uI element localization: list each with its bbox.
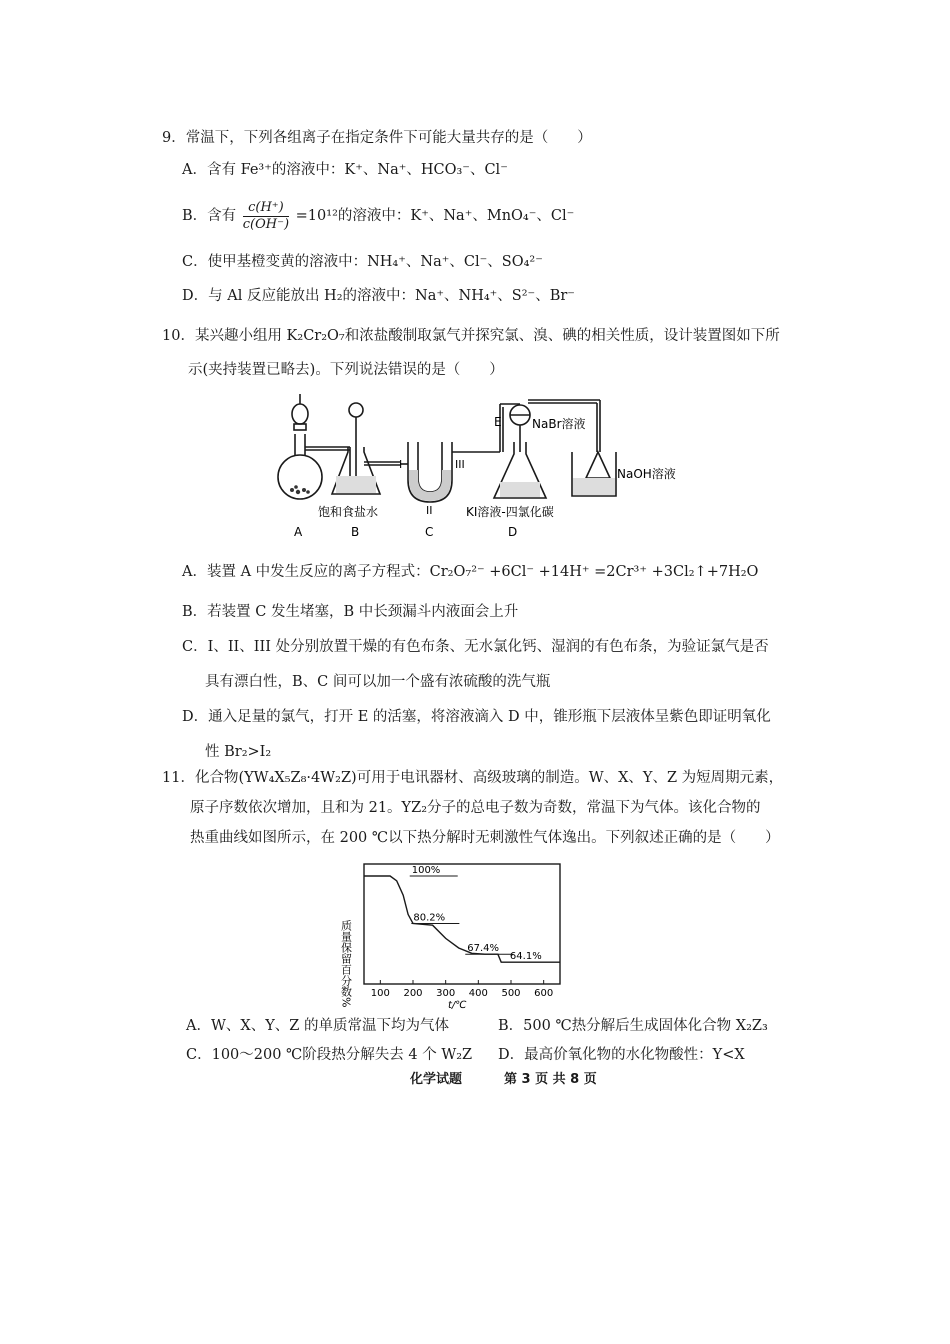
q10-option-c-line2: 具有漂白性，B、C 间可以加一个盛有浓硫酸的洗气瓶 [205, 674, 551, 690]
annotation-label: 64.1% [509, 951, 542, 963]
series-line [364, 876, 560, 962]
label-iii: III [455, 458, 465, 471]
q9-option-d: D．与 Al 反应能放出 H₂的溶液中：Na⁺、NH₄⁺、S²⁻、Br⁻ [182, 288, 575, 304]
x-tick-label: 200 [403, 988, 423, 999]
q10-option-d-line1: D．通入足量的氯气，打开 E 的活塞，将溶液滴入 D 中，锥形瓶下层液体呈紫色即证明氧化 [182, 709, 771, 725]
q10-option-a: A．装置 A 中发生反应的离子方程式：Cr₂O₇²⁻ +6Cl⁻ +14H⁺ =2Cr³⁺ +3Cl₂↑+7H₂O [182, 564, 759, 580]
annotation-label: 100% [411, 865, 441, 876]
x-tick-label: 100 [370, 988, 390, 999]
footer-page: 第 3 页 共 8 页 [504, 1072, 597, 1087]
x-axis-label: t/℃ [448, 1000, 467, 1011]
x-tick-label: 500 [501, 988, 521, 999]
q10-stem-line2: 示(夹持装置已略去)。下列说法错误的是（ ） [188, 362, 504, 378]
footer-subject: 化学试题 [410, 1072, 463, 1087]
label-e: E [494, 415, 502, 429]
q9-b-prefix: B．含有 [182, 208, 237, 224]
q9-stem: 9．常温下，下列各组离子在指定条件下可能大量共存的是（ ） [162, 130, 592, 146]
q9-b-suffix: =10¹²的溶液中：K⁺、Na⁺、MnO₄⁻、Cl⁻ [295, 208, 575, 224]
q9-b-denominator: c(OH⁻) [242, 216, 290, 232]
apparatus-diagram [270, 392, 690, 542]
q11-option-d: D．最高价氧化物的水化物酸性：Y<X [498, 1047, 745, 1063]
q11-stem-line3: 热重曲线如图所示，在 200 ℃以下热分解时无刺激性气体逸出。下列叙述正确的是（ ） [190, 830, 780, 846]
q9-option-a: A．含有 Fe³⁺的溶液中：K⁺、Na⁺、HCO₃⁻、Cl⁻ [182, 162, 508, 178]
label-d: D [508, 525, 518, 539]
plot-frame [364, 864, 560, 984]
q11-stem-line2: 原子序数依次增加，且和为 21。YZ₂分子的总电子数为奇数，常温下为气体。该化合物的 [190, 800, 761, 816]
y-axis-label: 质量保留百分数% [340, 920, 353, 1008]
label-ii: II [426, 504, 433, 517]
q10-option-d-line2: 性 Br₂>I₂ [205, 744, 272, 760]
annotation-label: 80.2% [413, 912, 446, 924]
label-i: I [399, 458, 403, 471]
q11-option-c: C．100～200 ℃阶段热分解失去 4 个 W₂Z [186, 1047, 473, 1063]
q11-option-a: A．W、X、Y、Z 的单质常温下均为气体 [186, 1018, 449, 1034]
label-b: B [351, 525, 360, 539]
q10-stem-line1: 10．某兴趣小组用 K₂Cr₂O₇和浓盐酸制取氯气并探究氯、溴、碘的相关性质，设计装置图如下所 [162, 328, 780, 344]
label-ki: KI溶液-四氯化碳 [466, 505, 554, 519]
q11-stem-line1: 11．化合物(YW₄X₅Z₈·4W₂Z)可用于电讯器材、高级玻璃的制造。W、X、Y、Z 为短周期元素， [162, 770, 784, 786]
label-nabr: NaBr溶液 [532, 417, 586, 431]
tga-chart [340, 860, 570, 1012]
q10-option-c-line1: C．I、II、III 处分别放置干燥的有色布条、无水氯化钙、湿润的有色布条，为验证氯气是否 [182, 639, 769, 655]
q11-option-b: B．500 ℃热分解后生成固体化合物 X₂Z₃ [498, 1018, 768, 1034]
label-saline: 饱和食盐水 [318, 505, 379, 519]
q10-option-b: B．若装置 C 发生堵塞，B 中长颈漏斗内液面会上升 [182, 604, 519, 620]
label-c: C [425, 525, 434, 539]
x-tick-label: 300 [436, 988, 456, 999]
q9-b-fraction [243, 200, 289, 233]
annotation-label: 67.4% [467, 943, 500, 955]
x-tick-label: 600 [534, 988, 554, 999]
label-naoh: NaOH溶液 [617, 467, 676, 481]
q9-option-c: C．使甲基橙变黄的溶液中：NH₄⁺、Na⁺、Cl⁻、SO₄²⁻ [182, 254, 543, 270]
x-tick-label: 400 [468, 988, 488, 999]
q9-b-numerator: c(H⁺) [243, 200, 289, 217]
q9-option-b [182, 198, 574, 238]
label-a: A [294, 525, 303, 539]
